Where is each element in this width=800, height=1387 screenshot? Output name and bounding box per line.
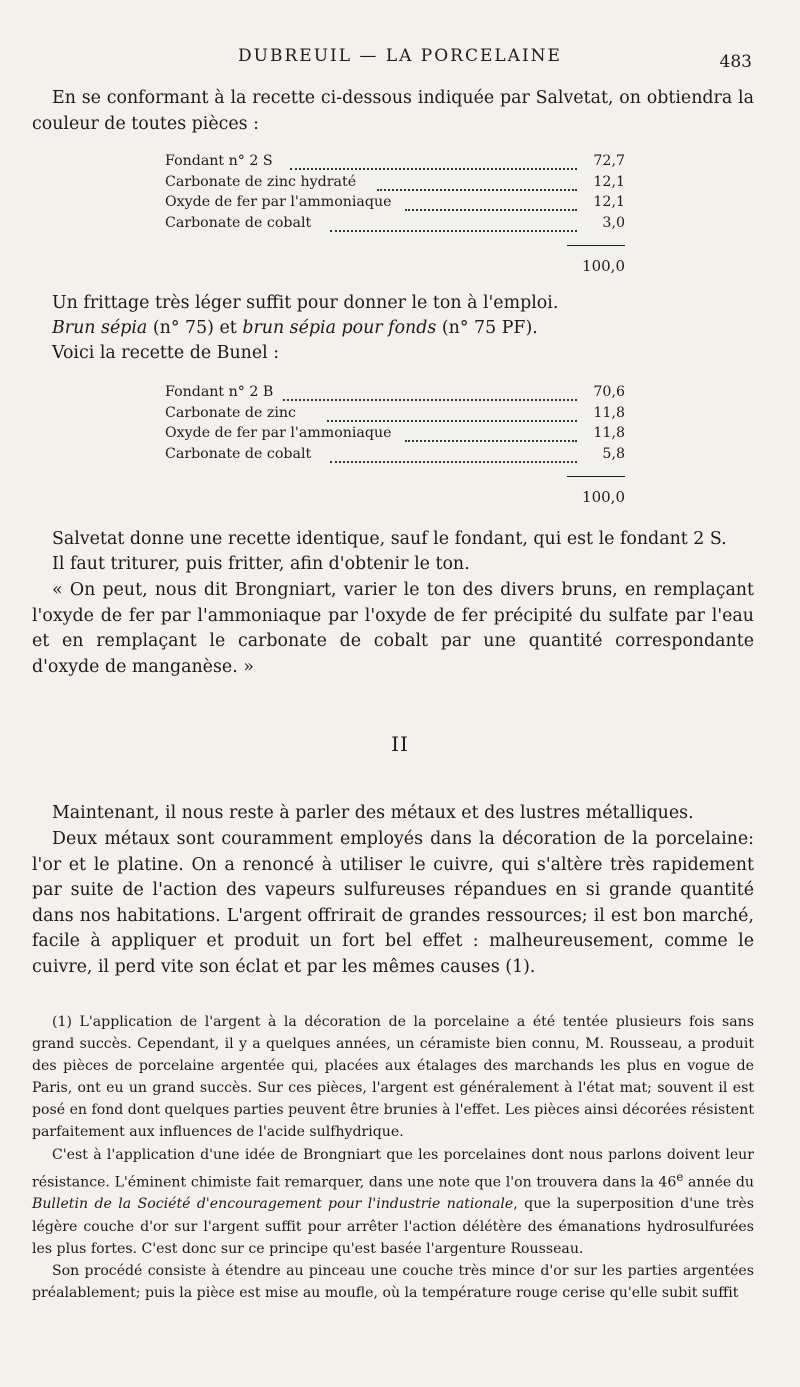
sum-rule — [567, 245, 625, 246]
color-name: brun sépia pour fonds — [242, 318, 437, 338]
triturer-line: Il faut triturer, puis fritter, afin d'obtenir le ton. — [52, 554, 470, 574]
bulletin-title: Bulletin de la Société d'encouragement pour l'industrie nationale — [32, 1196, 514, 1213]
page-number: 483 — [719, 52, 752, 72]
ingredient-name: Oxyde de fer par l'ammoniaque — [165, 425, 392, 441]
ingredient-value: 5,8 — [602, 445, 625, 462]
recipe-salvetat — [165, 153, 625, 275]
ingredient-value: 11,8 — [593, 425, 625, 441]
ingredient-name: Fondant n° 2 S — [165, 153, 273, 169]
recipe-row — [165, 215, 625, 236]
salvetat-identique: Salvetat donne une recette identique, sauf le fondant, qui est le fondant 2 S. — [52, 529, 727, 549]
ingredient-value: 12,1 — [593, 173, 625, 190]
recipe-total: 100,0 — [582, 488, 625, 506]
recipe-row — [165, 405, 625, 426]
section-heading: II — [391, 732, 409, 756]
ingredient-value: 11,8 — [593, 404, 625, 421]
ingredient-value: 72,7 — [593, 153, 625, 169]
running-title: DUBREUIL — LA PORCELAINE — [238, 46, 562, 66]
color-name: Brun sépia — [52, 318, 148, 338]
recipe-row — [165, 174, 625, 195]
ingredient-name: Carbonate de zinc — [165, 404, 297, 421]
ingredient-value: 70,6 — [593, 384, 625, 400]
dot-leader — [290, 166, 577, 170]
ingredient-value: 12,1 — [593, 194, 625, 210]
dot-leader — [405, 207, 577, 211]
ingredient-value: 3,0 — [602, 214, 625, 231]
page-header — [0, 46, 800, 70]
dot-leader — [330, 228, 577, 232]
ingredient-name: Oxyde de fer par l'ammoniaque — [165, 194, 392, 210]
metaux-paragraph: Deux métaux sont couramment employés dans la décoration de la porcelaine: l'or et le platine. On a renoncé à utiliser le cuivre, qui s'altère très rapidement par suite de l'action des vapeurs sulfureuses répandues en si grande quantité dans nos habitations. L'argent offrirait de grandes ressources; il est bon marché, facile à appliquer et produit un fort bel effet : malheureusement, comme le cuivre, il perd vite son éclat et par les mêmes causes (1). — [32, 829, 754, 977]
metaux-intro: Maintenant, il nous reste à parler des métaux et des lustres métalliques. — [52, 803, 694, 823]
ingredient-name: Fondant n° 2 B — [165, 384, 274, 400]
recipe-row — [165, 384, 625, 405]
dot-leader — [330, 459, 577, 463]
brongniart-quote: « On peut, nous dit Brongniart, varier le ton des divers bruns, en remplaçant l'oxyde de fer par l'ammoniaque par l'oxyde de fer précipité du sulfate par l'eau et en remplaçant le carbonate de cobalt par une quantité correspondante d'oxyde de manganèse. » — [32, 580, 754, 677]
intro-paragraph: En se conformant à la recette ci-dessous indiquée par Salvetat, on obtiendra la couleur de toutes pièces : — [32, 88, 754, 134]
dot-leader — [405, 438, 577, 442]
recipe-row — [165, 425, 625, 446]
recipe-total: 100,0 — [582, 257, 625, 275]
dot-leader — [377, 187, 577, 191]
footnote-2: C'est à l'application d'une idée de Brongniart que les porcelaines dont nous parlons doivent leur résistance. L'éminent chimiste fait remarquer, dans une note que l'on trouvera dans la 46e année du Bulletin de la Société d'encouragement pour l'industrie nationale, que la superposition d'une très légère couche d'or sur l'argent suffit pour arrêter l'action délétère des émanations hydrosulfurées les plus fortes. C'est donc sur ce principe qu'est basée l'argenture Rousseau. — [32, 1146, 755, 1257]
frittage-line: Un frittage très léger suffit pour donner le ton à l'emploi. — [52, 293, 559, 313]
recipe-row — [165, 153, 625, 174]
dot-leader — [283, 397, 577, 401]
footnote-1: (1) L'application de l'argent à la décoration de la porcelaine a été tentée plusieurs fois sans grand succès. Cependant, il y a quelques années, un céramiste bien connu, M. Rousseau, a produit des pièces de porcelaine argentée qui, placées aux étalages des marchands les plus en vogue de Paris, ont eu un grand succès. Sur ces pièces, l'argent est généralement à l'état mat; souvent il est posé en fond dont quelques parties peuvent être brunies à l'effet. Les pièces ainsi décorées résistent parfaitement aux influences de l'acide sulfhydrique. — [32, 1014, 754, 1141]
brun-sepia-line: Brun sépia (n° 75) et brun sépia pour fonds (n° 75 PF). — [52, 318, 538, 338]
recipe-row — [165, 194, 625, 215]
footnote-3: Son procédé consiste à étendre au pinceau une couche très mince d'or sur les parties argentées préalablement; puis la pièce est mise au moufle, où la température rouge cerise qu'elle subit suffit — [32, 1262, 754, 1301]
bunel-intro: Voici la recette de Bunel : — [52, 343, 280, 363]
recipe-row — [165, 446, 625, 467]
ingredient-name: Carbonate de zinc hydraté — [165, 173, 357, 190]
dot-leader — [327, 418, 577, 422]
ingredient-name: Carbonate de cobalt — [165, 445, 312, 462]
footnotes — [32, 1011, 754, 1304]
sum-rule — [567, 476, 625, 477]
ingredient-name: Carbonate de cobalt — [165, 214, 312, 231]
recipe-bunel — [165, 384, 625, 506]
